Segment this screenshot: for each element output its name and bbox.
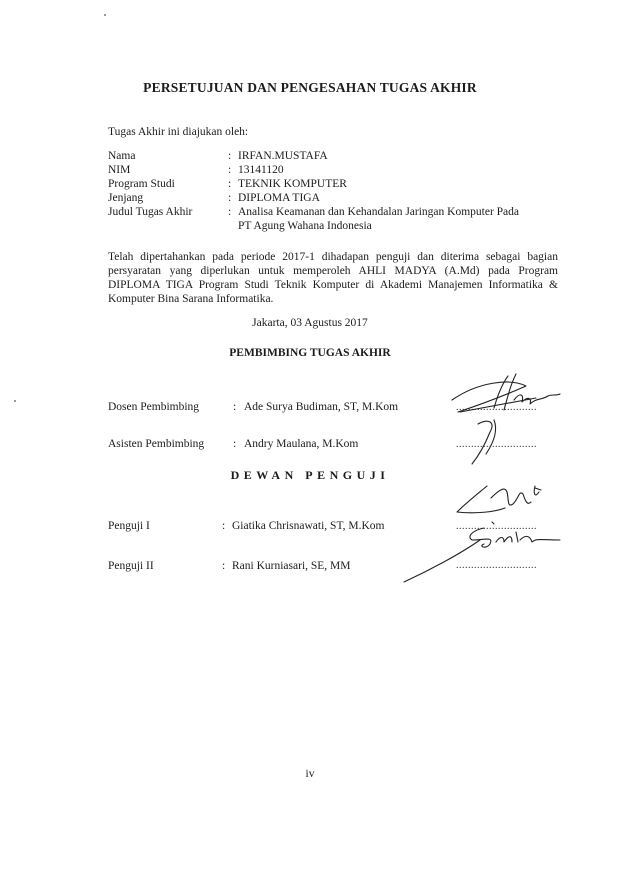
field-value-jenjang: DIPLOMA TIGA bbox=[238, 192, 320, 204]
field-separator: : bbox=[228, 206, 232, 218]
field-label-judul: Judul Tugas Akhir bbox=[108, 206, 193, 218]
field-separator: : bbox=[233, 401, 237, 413]
examiner-role: Penguji I bbox=[108, 520, 150, 532]
approval-paragraph: Telah dipertahankan pada periode 2017-1 dihadapan penguji dan diterima sebagai bagian persyaratan yang diperlukan untuk memperoleh AHLI MADYA (A.Md) pada Program DIPLOMA TIGA Program Studi Teknik Komputer di Akademi Manajemen Informatika & Komputer Bina Sarana Informatika. bbox=[108, 251, 558, 305]
field-label-nim: NIM bbox=[108, 164, 131, 176]
signature-line: ........................... bbox=[456, 439, 537, 450]
signature-line: ........................... bbox=[456, 402, 537, 413]
field-value-nim: 13141120 bbox=[238, 164, 284, 176]
signature-penguji-2 bbox=[400, 510, 570, 590]
field-separator: : bbox=[228, 178, 232, 190]
examiner-name: Giatika Chrisnawati, ST, M.Kom bbox=[232, 520, 385, 532]
intro-text: Tugas Akhir ini diajukan oleh: bbox=[108, 126, 249, 138]
signature-dosen-pembimbing bbox=[438, 368, 568, 468]
field-value-judul-line1: Analisa Keamanan dan Kehandalan Jaringan Komputer Pada bbox=[238, 206, 520, 218]
field-label-jenjang: Jenjang bbox=[108, 192, 144, 204]
page-number: iv bbox=[305, 768, 315, 780]
field-label-program-studi: Program Studi bbox=[108, 178, 175, 190]
examiner-heading: DEWAN PENGUJI bbox=[230, 468, 390, 482]
document-title: PERSETUJUAN DAN PENGESAHAN TUGAS AKHIR bbox=[143, 80, 477, 95]
supervisor-role: Dosen Pembimbing bbox=[108, 401, 200, 413]
field-separator: : bbox=[228, 150, 232, 162]
examiner-role: Penguji II bbox=[108, 560, 154, 572]
scan-speck bbox=[14, 400, 16, 402]
field-separator: : bbox=[222, 560, 226, 572]
field-value-judul-line2: PT Agung Wahana Indonesia bbox=[238, 220, 372, 232]
field-separator: : bbox=[222, 520, 226, 532]
field-separator: : bbox=[233, 438, 237, 450]
supervisor-heading: PEMBIMBING TUGAS AKHIR bbox=[229, 347, 391, 359]
field-value-program-studi: TEKNIK KOMPUTER bbox=[238, 178, 347, 190]
signature-line: ........................... bbox=[456, 521, 537, 532]
examiner-name: Rani Kurniasari, SE, MM bbox=[232, 560, 351, 572]
assistant-name: Andry Maulana, M.Kom bbox=[244, 438, 359, 450]
scan-speck bbox=[104, 14, 106, 16]
assistant-role: Asisten Pembimbing bbox=[108, 438, 205, 450]
field-separator: : bbox=[228, 164, 232, 176]
field-label-nama: Nama bbox=[108, 150, 136, 162]
supervisor-name: Ade Surya Budiman, ST, M.Kom bbox=[244, 401, 399, 413]
field-value-nama: IRFAN.MUSTAFA bbox=[238, 150, 328, 162]
place-date: Jakarta, 03 Agustus 2017 bbox=[252, 317, 368, 329]
field-separator: : bbox=[228, 192, 232, 204]
signature-line: ........................... bbox=[456, 560, 537, 571]
